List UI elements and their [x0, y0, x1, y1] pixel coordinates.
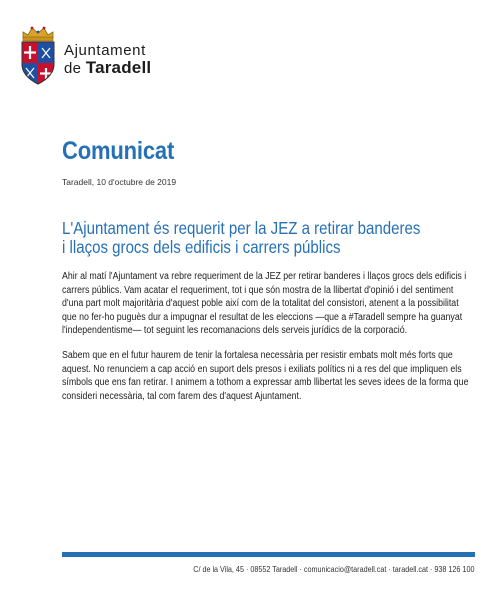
footer-divider	[62, 552, 475, 557]
org-name: Taradell	[85, 58, 152, 77]
paragraph-1: Ahir al matí l'Ajuntament va rebre requeriment de la JEZ per retirar banderes i llaços grocs dels edificis i carrers públics. Vam acatar el requeriment, tot i que són mostra de la llibertat d'opinió i del sentiment d'una part molt majoritària d'aquest poble així com de la totalitat del consistori, atenent a la possibilitat que no fer-ho puguès dur a impugnar el resultat de les eleccions —que a #Taradell sempre ha guanyat l'independentisme— tot seguint les recomanacions dels serveis jurídics de la corporació.	[62, 271, 467, 337]
coat-of-arms-icon	[18, 24, 58, 88]
shield-icon	[22, 42, 54, 84]
org-line1: Ajuntament	[64, 42, 146, 59]
org-line2	[64, 59, 151, 77]
paragraph-2: Sabem que en el futur haurem de tenir la fortalesa necessària per resistir embats molt més forts que aquest. No renunciem a cap acció en suport dels presos i exiliats polítics ni a res del que impliquen els símbols que ens fan retirar. I animem a tothom a expressar amb llibertat les seves idees de la forma que consideri necessària, tal com farem des d'aquest Ajuntament.	[62, 350, 469, 402]
document-title: Comunicat	[62, 137, 175, 165]
org-prefix: de	[64, 60, 82, 77]
footer-contact: C/ de la Vila, 45 · 08552 Taradell · comunicacio@taradell.cat · taradell.cat · 938 126 100	[192, 565, 474, 574]
crown-icon	[23, 27, 53, 41]
headline: L'Ajuntament és requerit per la JEZ a retirar banderes i llaços grocs dels edificis i carrers públics	[62, 218, 421, 257]
organization-name	[64, 42, 151, 77]
document-date: Taradell, 10 d'octubre de 2019	[62, 177, 177, 187]
